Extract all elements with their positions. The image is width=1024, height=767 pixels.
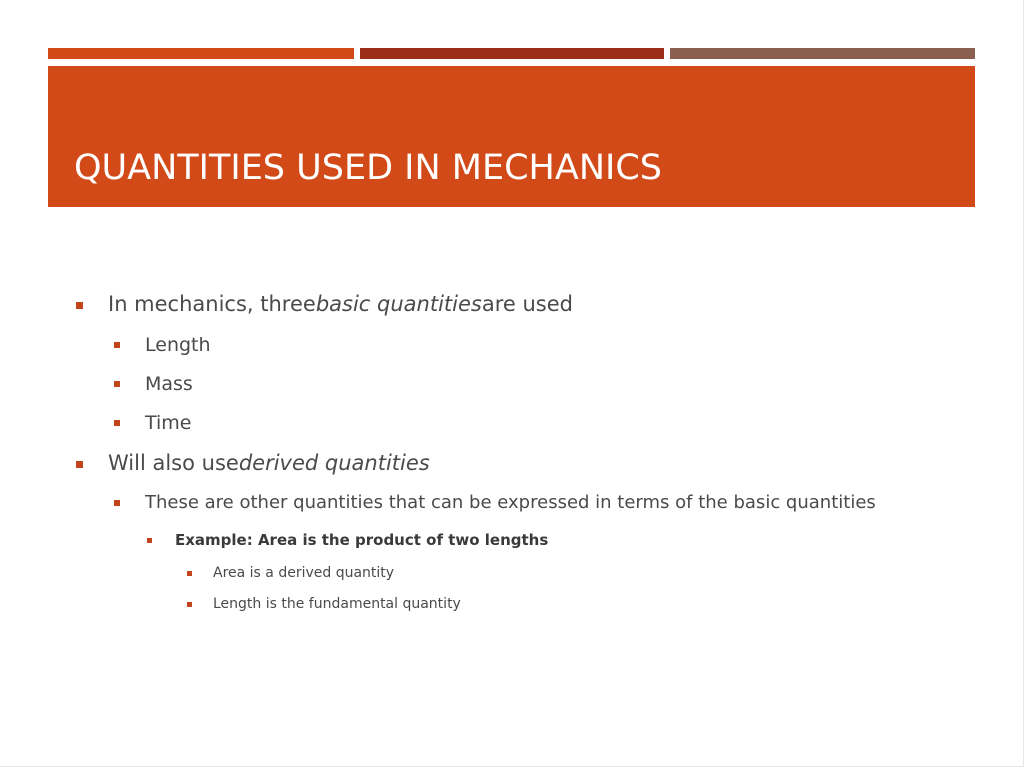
bullet-text: Example: Area is the product of two lengths xyxy=(175,531,549,549)
bullet-text: Length xyxy=(145,334,211,356)
square-bullet-icon xyxy=(114,500,120,506)
bullet-text: These are other quantities that can be expressed in terms of the basic quantities xyxy=(145,492,876,513)
bullet-text: In mechanics, three xyxy=(108,292,316,316)
bullet-basic-quantities xyxy=(108,292,573,316)
square-bullet-icon xyxy=(187,602,192,607)
bullet-derived-quantities xyxy=(108,451,430,475)
square-bullet-icon xyxy=(187,571,192,576)
bullet-text-end: are used xyxy=(481,292,573,316)
bullet-mass xyxy=(145,373,193,395)
square-bullet-icon xyxy=(76,461,83,468)
bullet-other-quantities xyxy=(145,492,876,513)
slide-title: QUANTITIES USED IN MECHANICS xyxy=(74,148,662,188)
bullet-time xyxy=(145,412,192,434)
square-bullet-icon xyxy=(147,538,152,543)
bullet-length-fundamental xyxy=(213,596,461,612)
square-bullet-icon xyxy=(114,342,120,348)
bullet-text: Mass xyxy=(145,373,193,395)
bullet-text: Length is the fundamental quantity xyxy=(213,596,461,612)
bullet-example-area xyxy=(175,531,548,549)
bullet-text: Time xyxy=(145,412,192,434)
bullet-text: Area is a derived quantity xyxy=(213,565,395,581)
bullet-emphasis: basic quantities xyxy=(315,292,482,316)
square-bullet-icon xyxy=(114,420,120,426)
bullet-area-derived xyxy=(213,565,394,581)
bullet-length xyxy=(145,334,211,356)
square-bullet-icon xyxy=(114,381,120,387)
bullet-text: Will also use xyxy=(108,451,239,475)
square-bullet-icon xyxy=(76,302,83,309)
bullet-emphasis: derived quantities xyxy=(238,451,430,475)
